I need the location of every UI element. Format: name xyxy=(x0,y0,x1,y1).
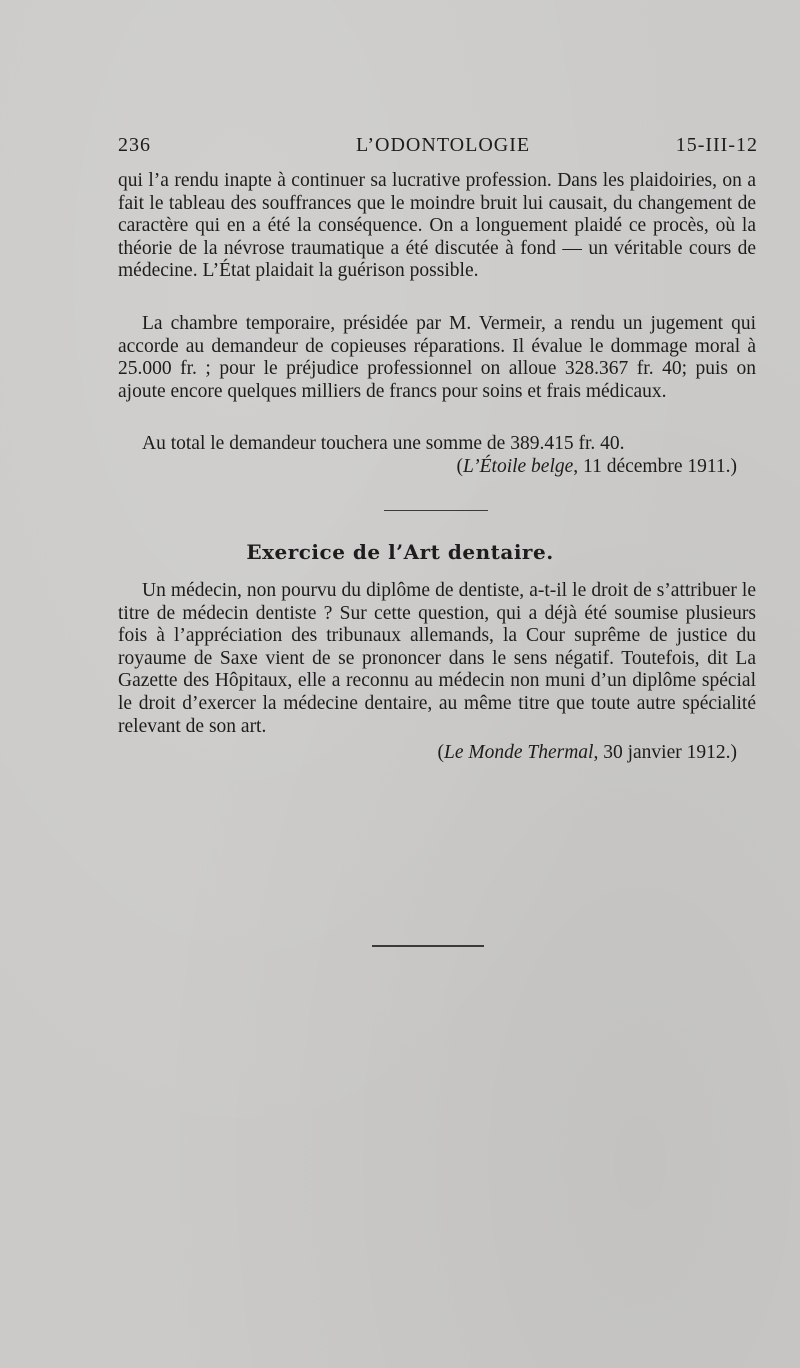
source-citation xyxy=(437,742,737,765)
citation-open: ( xyxy=(456,456,463,477)
source-title: L’Étoile belge xyxy=(463,456,574,477)
article-paragraph: La chambre temporaire, présidée par M. Vermeir, a rendu un jugement qui accorde au demandeur de copieuses réparations. Il évalue le dommage moral à 25.000 fr. ; pour le préjudice professionnel on alloue 328.367 fr. 40; puis on ajoute encore quelques milliers de francs pour soins et frais médicaux. xyxy=(118,313,756,402)
citation-open: ( xyxy=(437,742,444,763)
section-divider xyxy=(384,510,488,511)
page-header xyxy=(118,134,758,160)
source-citation xyxy=(457,456,738,479)
article-paragraph: Un médecin, non pourvu du diplôme de dentiste, a-t-il le droit de s’attribuer le titre de médecin dentiste ? Sur cette question, qui a déjà été soumise plusieurs fois à l’appréciation des tribunaux allemands, la Cour suprême de justice du royaume de Saxe vient de se prononcer dans le sens négatif. Toutefois, dit La Gazette des Hôpitaux, elle a reconnu au médecin non muni d’un diplôme spécial le droit d’exercer la médecine dentaire, au même titre que toute autre spécialité relevant de son art. xyxy=(118,580,756,737)
citation-date: , 11 décembre 1911.) xyxy=(573,456,737,477)
page-number: 236 xyxy=(118,134,151,156)
issue-date: 15-III-12 xyxy=(675,134,758,156)
article-paragraph: qui l’a rendu inapte à continuer sa lucrative profession. Dans les plaidoiries, on a fait le tableau des souffrances que le moindre bruit lui causait, du changement de caractère qui en a été la conséquence. On a longuement plaidé ce procès, où la théorie de la névrose traumatique a été discutée à fond — un véritable cours de médecine. L’État plaidait la guérison possible. xyxy=(118,170,756,282)
running-title: L’ODONTOLOGIE xyxy=(356,134,531,156)
section-title: Exercice de l’Art dentaire. xyxy=(246,540,554,564)
article-paragraph: Au total le demandeur touchera une somme de 389.415 fr. 40. xyxy=(142,433,625,454)
citation-date: , 30 janvier 1912.) xyxy=(593,742,737,763)
source-title: Le Monde Thermal xyxy=(443,742,594,763)
end-divider xyxy=(372,945,484,947)
